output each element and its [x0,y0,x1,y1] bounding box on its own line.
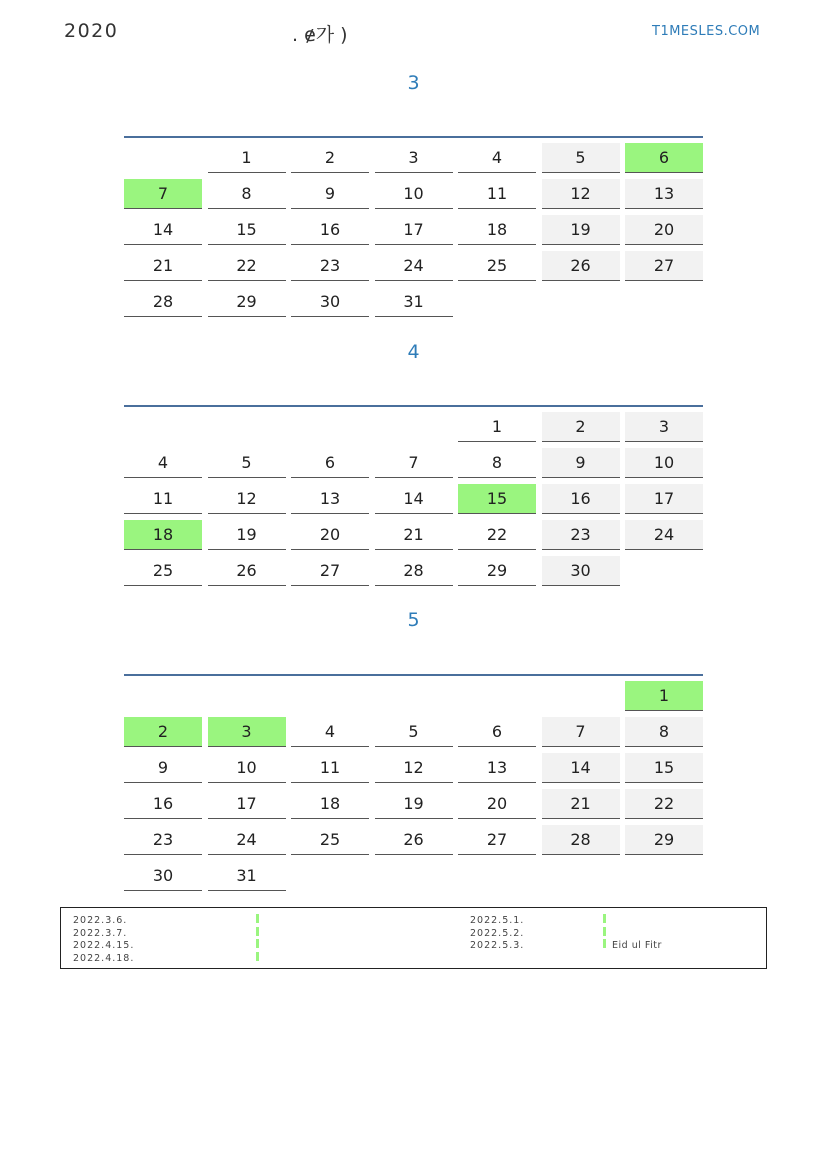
day-cell: 5 [208,448,286,478]
day-cell: 31 [375,287,453,317]
day-cell: 29 [625,825,703,855]
day-cell: 7 [375,448,453,478]
day-cell-holiday: 7 [124,179,202,209]
day-cell: 25 [124,556,202,586]
day-cell: 2 [291,143,369,173]
day-cell: 11 [124,484,202,514]
day-cell: 26 [375,825,453,855]
day-cell: 4 [291,717,369,747]
day-cell: 17 [208,789,286,819]
day-cell: 9 [124,753,202,783]
day-cell: 10 [375,179,453,209]
legend-left-dates [73,915,134,965]
day-cell: 4 [124,448,202,478]
header-subtitle: . ɇ가 ) [292,24,348,46]
day-cell: 12 [375,753,453,783]
week-row [124,784,703,820]
day-cell: 6 [458,717,536,747]
holiday-marker [256,927,259,936]
day-cell-holiday: 18 [124,520,202,550]
day-cell: 21 [375,520,453,550]
day-cell: 31 [208,861,286,891]
day-cell: 29 [458,556,536,586]
day-cell-holiday: 6 [625,143,703,173]
legend-date: 2022.5.2. [470,927,525,939]
day-cell-holiday: 2 [124,717,202,747]
day-cell: 10 [625,448,703,478]
holiday-marker [256,914,259,923]
week-row [124,407,703,443]
week-row [124,712,703,748]
week-row [124,138,703,174]
day-cell: 9 [542,448,620,478]
week-row [124,246,703,282]
month-title-march: 3 [407,72,420,94]
week-row [124,479,703,515]
day-cell: 22 [458,520,536,550]
legend-date: 2022.5.3. [470,940,525,951]
legend-date: 2022.5.1. [470,915,525,926]
day-cell: 29 [208,287,286,317]
day-cell: 10 [208,753,286,783]
day-cell: 8 [208,179,286,209]
day-cell: 18 [458,215,536,245]
day-cell: 19 [375,789,453,819]
day-cell-holiday: 15 [458,484,536,514]
legend-right-dates [470,915,524,953]
week-row [124,515,703,551]
legend-left-markers [256,914,259,964]
day-cell: 30 [124,861,202,891]
holiday-marker [603,927,606,936]
day-cell: 3 [375,143,453,173]
day-cell: 26 [542,251,620,281]
day-cell: 20 [291,520,369,550]
day-cell: 3 [625,412,703,442]
day-cell: 1 [458,412,536,442]
day-cell: 2 [542,412,620,442]
day-cell: 21 [542,789,620,819]
legend-holiday-name: Eid ul Fitr [612,940,662,951]
day-cell: 11 [291,753,369,783]
day-cell: 28 [124,287,202,317]
holiday-marker [603,939,606,948]
day-cell: 25 [291,825,369,855]
week-row [124,210,703,246]
day-cell: 27 [291,556,369,586]
day-cell: 16 [124,789,202,819]
day-cell: 26 [208,556,286,586]
legend-date: 2022.4.18. [73,952,135,964]
legend-date: 2022.3.6. [73,915,128,926]
header-year: 2020 [64,20,119,42]
day-cell: 5 [375,717,453,747]
day-cell: 8 [458,448,536,478]
month-title-april: 4 [407,341,420,363]
week-row [124,856,703,892]
day-cell: 15 [208,215,286,245]
holiday-marker [256,939,259,948]
day-cell: 18 [291,789,369,819]
day-cell: 1 [208,143,286,173]
week-row [124,820,703,856]
day-cell: 13 [291,484,369,514]
day-cell: 14 [375,484,453,514]
day-cell: 21 [124,251,202,281]
day-cell: 25 [458,251,536,281]
day-cell: 30 [291,287,369,317]
day-cell: 13 [625,179,703,209]
day-cell-holiday: 1 [625,681,703,711]
day-cell: 5 [542,143,620,173]
day-cell: 24 [375,251,453,281]
day-cell: 19 [208,520,286,550]
day-cell: 11 [458,179,536,209]
week-row [124,748,703,784]
day-cell: 16 [291,215,369,245]
week-row [124,174,703,210]
day-cell: 15 [625,753,703,783]
day-cell: 17 [625,484,703,514]
week-row [124,282,703,318]
day-cell: 4 [458,143,536,173]
calendar-grid-may [124,674,703,892]
day-cell: 8 [625,717,703,747]
day-cell: 17 [375,215,453,245]
day-cell: 12 [542,179,620,209]
calendar-grid-march [124,136,703,318]
day-cell: 28 [542,825,620,855]
day-cell: 9 [291,179,369,209]
day-cell: 23 [291,251,369,281]
day-cell: 16 [542,484,620,514]
day-cell: 27 [625,251,703,281]
day-cell: 20 [458,789,536,819]
day-cell: 24 [208,825,286,855]
day-cell: 14 [124,215,202,245]
day-cell: 7 [542,717,620,747]
legend-right-markers [603,914,606,952]
day-cell: 23 [542,520,620,550]
month-title-may: 5 [407,609,420,631]
holiday-legend [60,907,767,969]
day-cell: 28 [375,556,453,586]
week-row [124,676,703,712]
week-row [124,551,703,587]
holiday-marker [603,914,606,923]
calendar-grid-april [124,405,703,587]
day-cell: 27 [458,825,536,855]
holiday-marker [256,952,259,961]
day-cell: 20 [625,215,703,245]
week-row [124,443,703,479]
day-cell: 24 [625,520,703,550]
legend-date: 2022.3.7. [73,927,128,939]
day-cell: 30 [542,556,620,586]
day-cell: 12 [208,484,286,514]
day-cell-holiday: 3 [208,717,286,747]
legend-date: 2022.4.15. [73,940,135,951]
day-cell: 23 [124,825,202,855]
brand-link[interactable]: T1MESLES.COM [652,24,761,39]
day-cell: 22 [208,251,286,281]
day-cell: 6 [291,448,369,478]
day-cell: 19 [542,215,620,245]
day-cell: 13 [458,753,536,783]
day-cell: 22 [625,789,703,819]
day-cell: 14 [542,753,620,783]
